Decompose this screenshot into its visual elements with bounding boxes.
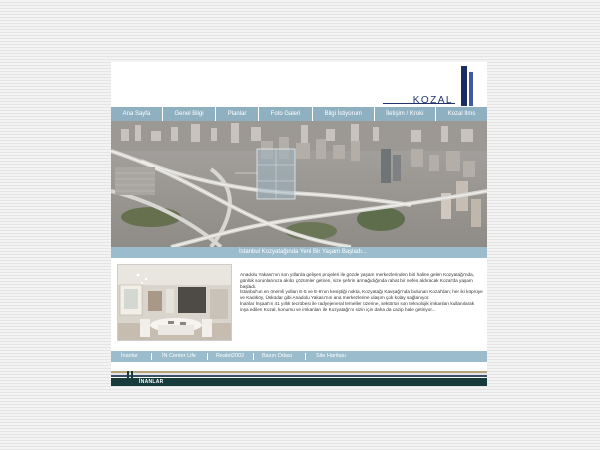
headline-banner	[111, 247, 487, 258]
content-area	[111, 258, 487, 350]
footer-separator	[305, 353, 306, 360]
intro-paragraph: İstanbul'un en önemli yolları E-5 ve E-6'nın kesiştiği nokta, Kozyatağı Kavşağı'nda bulunan Kozal'dan; her iki köprüye ve Kadıköy, Üsküdar gibi Anadolu Yakası'nın ana merkezlerine ulaşım çok kolay sağlanıyor.	[240, 289, 483, 301]
nav-kozal-ilms[interactable]: Kozal Ilms	[447, 111, 476, 117]
nav-iletisim-kroki[interactable]: İletişim / Kroki	[375, 107, 437, 121]
footer-link-inanlar[interactable]: İnanlar	[121, 353, 138, 359]
hero-aerial-city-image	[111, 121, 487, 247]
kozal-logo[interactable]	[359, 64, 479, 106]
footer-nav	[111, 351, 487, 362]
nav-ana-sayfa[interactable]: Ana Sayfa	[111, 107, 163, 121]
footer-link-basin-odasi[interactable]: Basın Odası	[262, 353, 293, 359]
inanlar-logo-mark	[131, 371, 133, 386]
logo-text: KOZAL	[412, 95, 453, 106]
intro-paragraph: Anadolu Yakası'nın son yıllarda gelişen projeleri ile gözde yaşam merkezlerinden biri haline gelen Kozyatağı'nda, günlük sorunlarınıza akılcı çözümler getiren, size şehrin armağıdığında rahat bir nefes aldıracak Kozal'da yaşam başladı.	[240, 272, 475, 289]
intro-paragraph: İnanlar İnşaat'ın 41 yıllık tecrübesi ile radyejeneral temeller üzerine, sektörün son teknolojik imkanları kullanılarak inşa edilen Kozal, konumu ve imkanları ile Kozyatağı'nı sizin için daha da cazip hale getiriyor...	[240, 300, 475, 312]
logo-tower-accent-icon	[469, 72, 473, 106]
inanlar-logo-mark	[127, 371, 129, 386]
website-frame	[111, 62, 487, 386]
main-nav	[111, 107, 487, 121]
nav-foto-galeri[interactable]: Foto Galeri	[259, 107, 313, 121]
logo-tower-icon	[461, 66, 467, 106]
footer-dark-bar	[111, 378, 487, 386]
footer-brand-bar	[111, 371, 487, 386]
interior-photo	[117, 264, 232, 341]
footer-separator	[151, 353, 152, 360]
footer-separator	[253, 353, 254, 360]
footer-stripe	[111, 375, 487, 377]
header	[111, 62, 487, 107]
headline-text: İstanbul Kozyatağında Yeni Bir Yaşam Başladı...	[239, 249, 367, 255]
nav-planlar[interactable]: Planlar	[216, 107, 259, 121]
intro-text	[240, 272, 483, 313]
nav-genel-bilgi[interactable]: Genel Bilgi	[163, 107, 216, 121]
nav-bilgi-istiyorum[interactable]: Bilgi İstiyorum	[313, 107, 375, 121]
footer-separator	[207, 353, 208, 360]
footer-link-realet2002[interactable]: Realet2002	[216, 353, 245, 359]
footer-link-site-haritasi[interactable]: Site Haritası	[316, 353, 346, 359]
footer-link-in-center-life[interactable]: İN Center Life	[162, 353, 196, 359]
inanlar-brand-link[interactable]: İNANLAR	[139, 379, 164, 385]
